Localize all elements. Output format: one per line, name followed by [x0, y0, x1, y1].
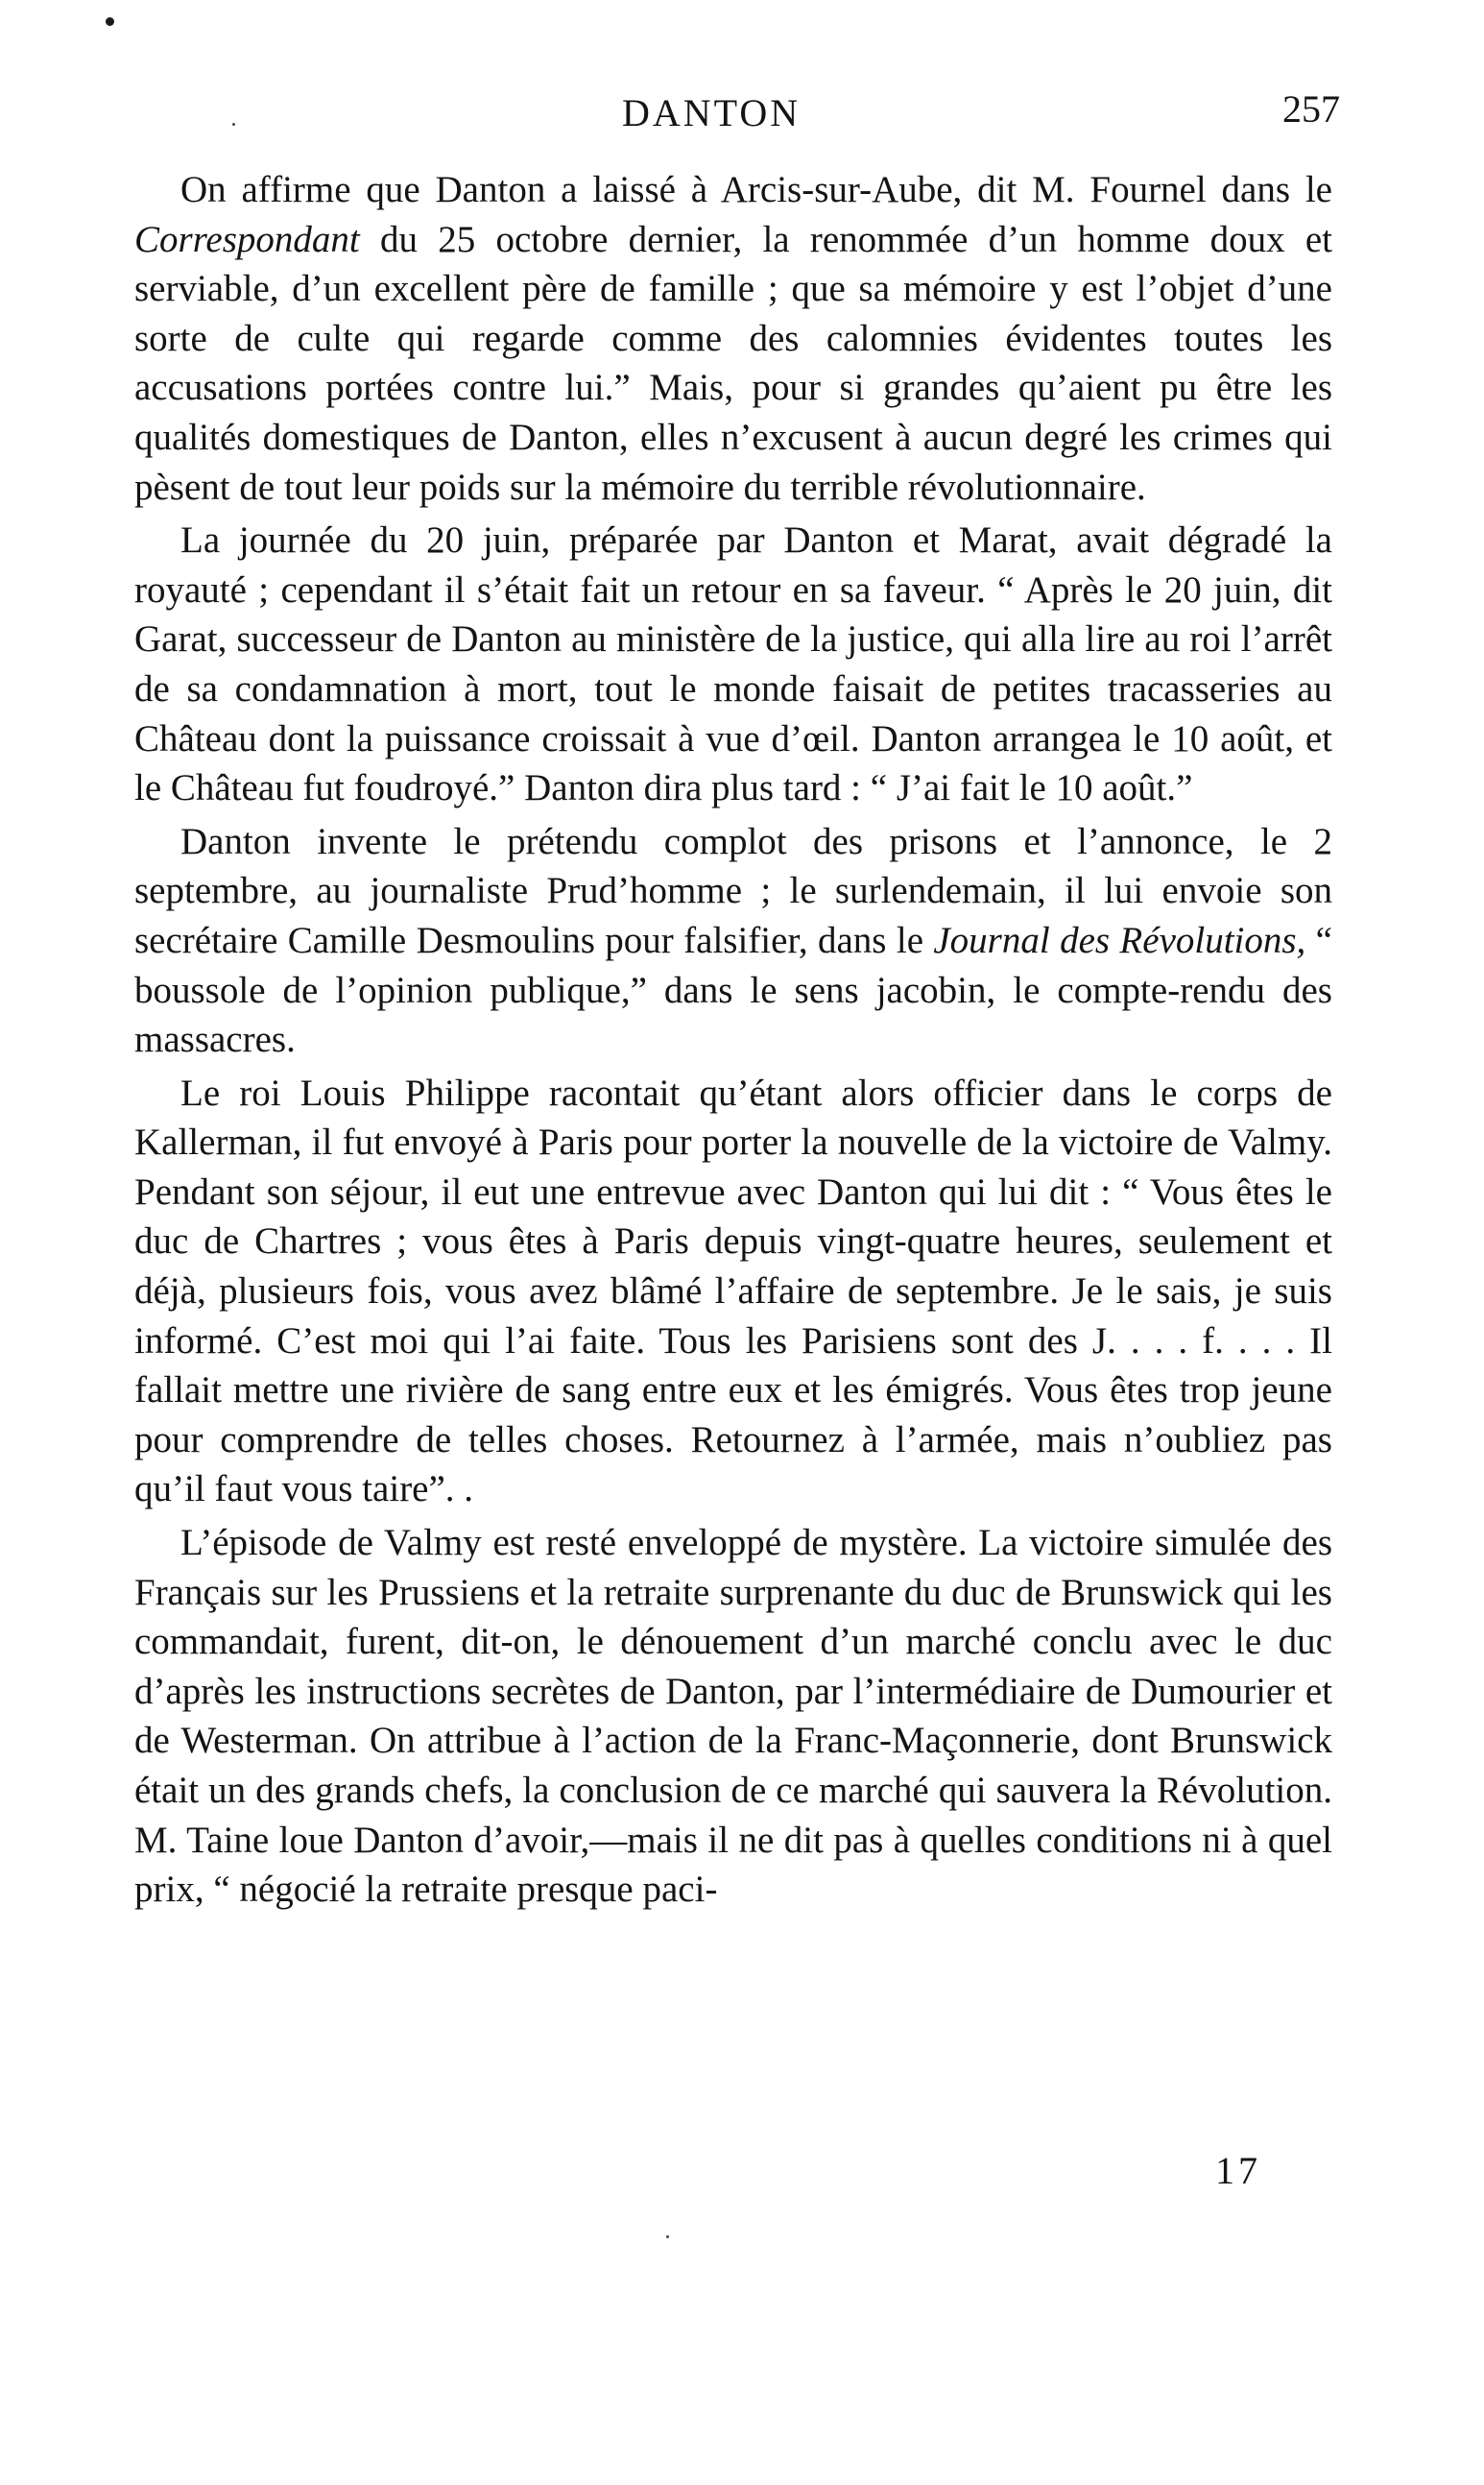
- paragraph: Le roi Louis Philippe racontait qu’étant alors officier dans le corps de Kallerman, il fut envoyé à Paris pour porter la nouvelle de la victoire de Valmy. Pendant son séjour, il eut une entrevue avec Danton qui lui dit : “ Vous êtes le duc de Chartres ; vous êtes à Paris depuis vingt-quatre heures, seulement et déjà, plusieurs fois, vous avez blâmé l’affaire de septembre. Je le sais, je suis informé. C’est moi qui l’ai faite. Tous les Parisiens sont des J. . . . f. . . . Il fallait mettre une rivière de sang entre eux et les émigrés. Vous êtes trop jeune pour comprendre de telles choses. Retournez à l’armée, mais n’oubliez pas qu’il faut vous taire”. .: [134, 1072, 1332, 1510]
- italic-title: Correspondant: [134, 218, 360, 260]
- ink-speck: [106, 17, 114, 26]
- signature-mark: 17: [1215, 2149, 1261, 2192]
- paragraph-text: “ boussole de l’opinion publique,” dans le sens jacobin, le compte-rendu des massacres.: [134, 919, 1332, 1061]
- paragraph: [134, 165, 1332, 512]
- paragraph: La journée du 20 juin, préparée par Danton et Marat, avait dégradé la royauté ; cependant il s’était fait un retour en sa faveur. “ Après le 20 juin, dit Garat, successeur de Danton au ministère de la justice, qui alla lire au roi l’arrêt de sa condamnation à mort, tout le monde faisait de petites tracasseries au Château dont la puissance croissait à vue d’œil. Danton arrangea le 10 août, et le Château fut foudroyé.” Danton dira plus tard : “ J’ai fait le 10 août.”: [134, 519, 1332, 809]
- paragraph: [134, 817, 1332, 1065]
- running-title: DANTON: [622, 91, 802, 134]
- italic-title: Journal des Révolutions,: [933, 919, 1306, 961]
- body-text: [134, 165, 1332, 1918]
- page-number: 257: [1282, 87, 1340, 131]
- paragraph-text: On affirme que Danton a laissé à Arcis-sur-Aube, dit M. Fournel dans le: [180, 169, 1332, 210]
- running-header: [0, 84, 1484, 142]
- ink-speck: [666, 2235, 669, 2238]
- paragraph-text: du 25 octobre dernier, la renommée d’un homme doux et serviable, d’un excellent père de famille ; que sa mémoire y est l’objet d’une sorte de culte qui regarde comme des calomnies évidentes toutes les accusations portées contre lui.” Mais, pour si grandes qu’aient pu être les qualités domestiques de Danton, elles n’excusent à aucun degré les crimes qui pèsent de tout leur poids sur la mémoire du terrible révolutionnaire.: [134, 218, 1332, 508]
- paragraph: L’épisode de Valmy est resté enveloppé de mystère. La victoire simulée des Français sur les Prussiens et la retraite surprenante du duc de Brunswick qui les commandait, furent, dit-on, le dénouement d’un marché conclu avec le duc d’après les instructions secrètes de Danton, par l’intermédiaire de Dumourier et de Westerman. On attribue à l’action de la Franc-Maçonnerie, dont Brunswick était un des grands chefs, la conclusion de ce marché qui sauvera la Révolution. M. Taine loue Danton d’avoir,—mais il ne dit pas à quelles conditions ni à quel prix, “ négocié la retraite presque paci-: [134, 1522, 1332, 1911]
- paragraph-text: Danton invente le prétendu complot des prisons et l’annonce, le 2 septembre, au journaliste Prud’homme ; le surlendemain, il lui envoie son secrétaire Camille Desmoulins pour falsifier, dans le: [134, 820, 1332, 961]
